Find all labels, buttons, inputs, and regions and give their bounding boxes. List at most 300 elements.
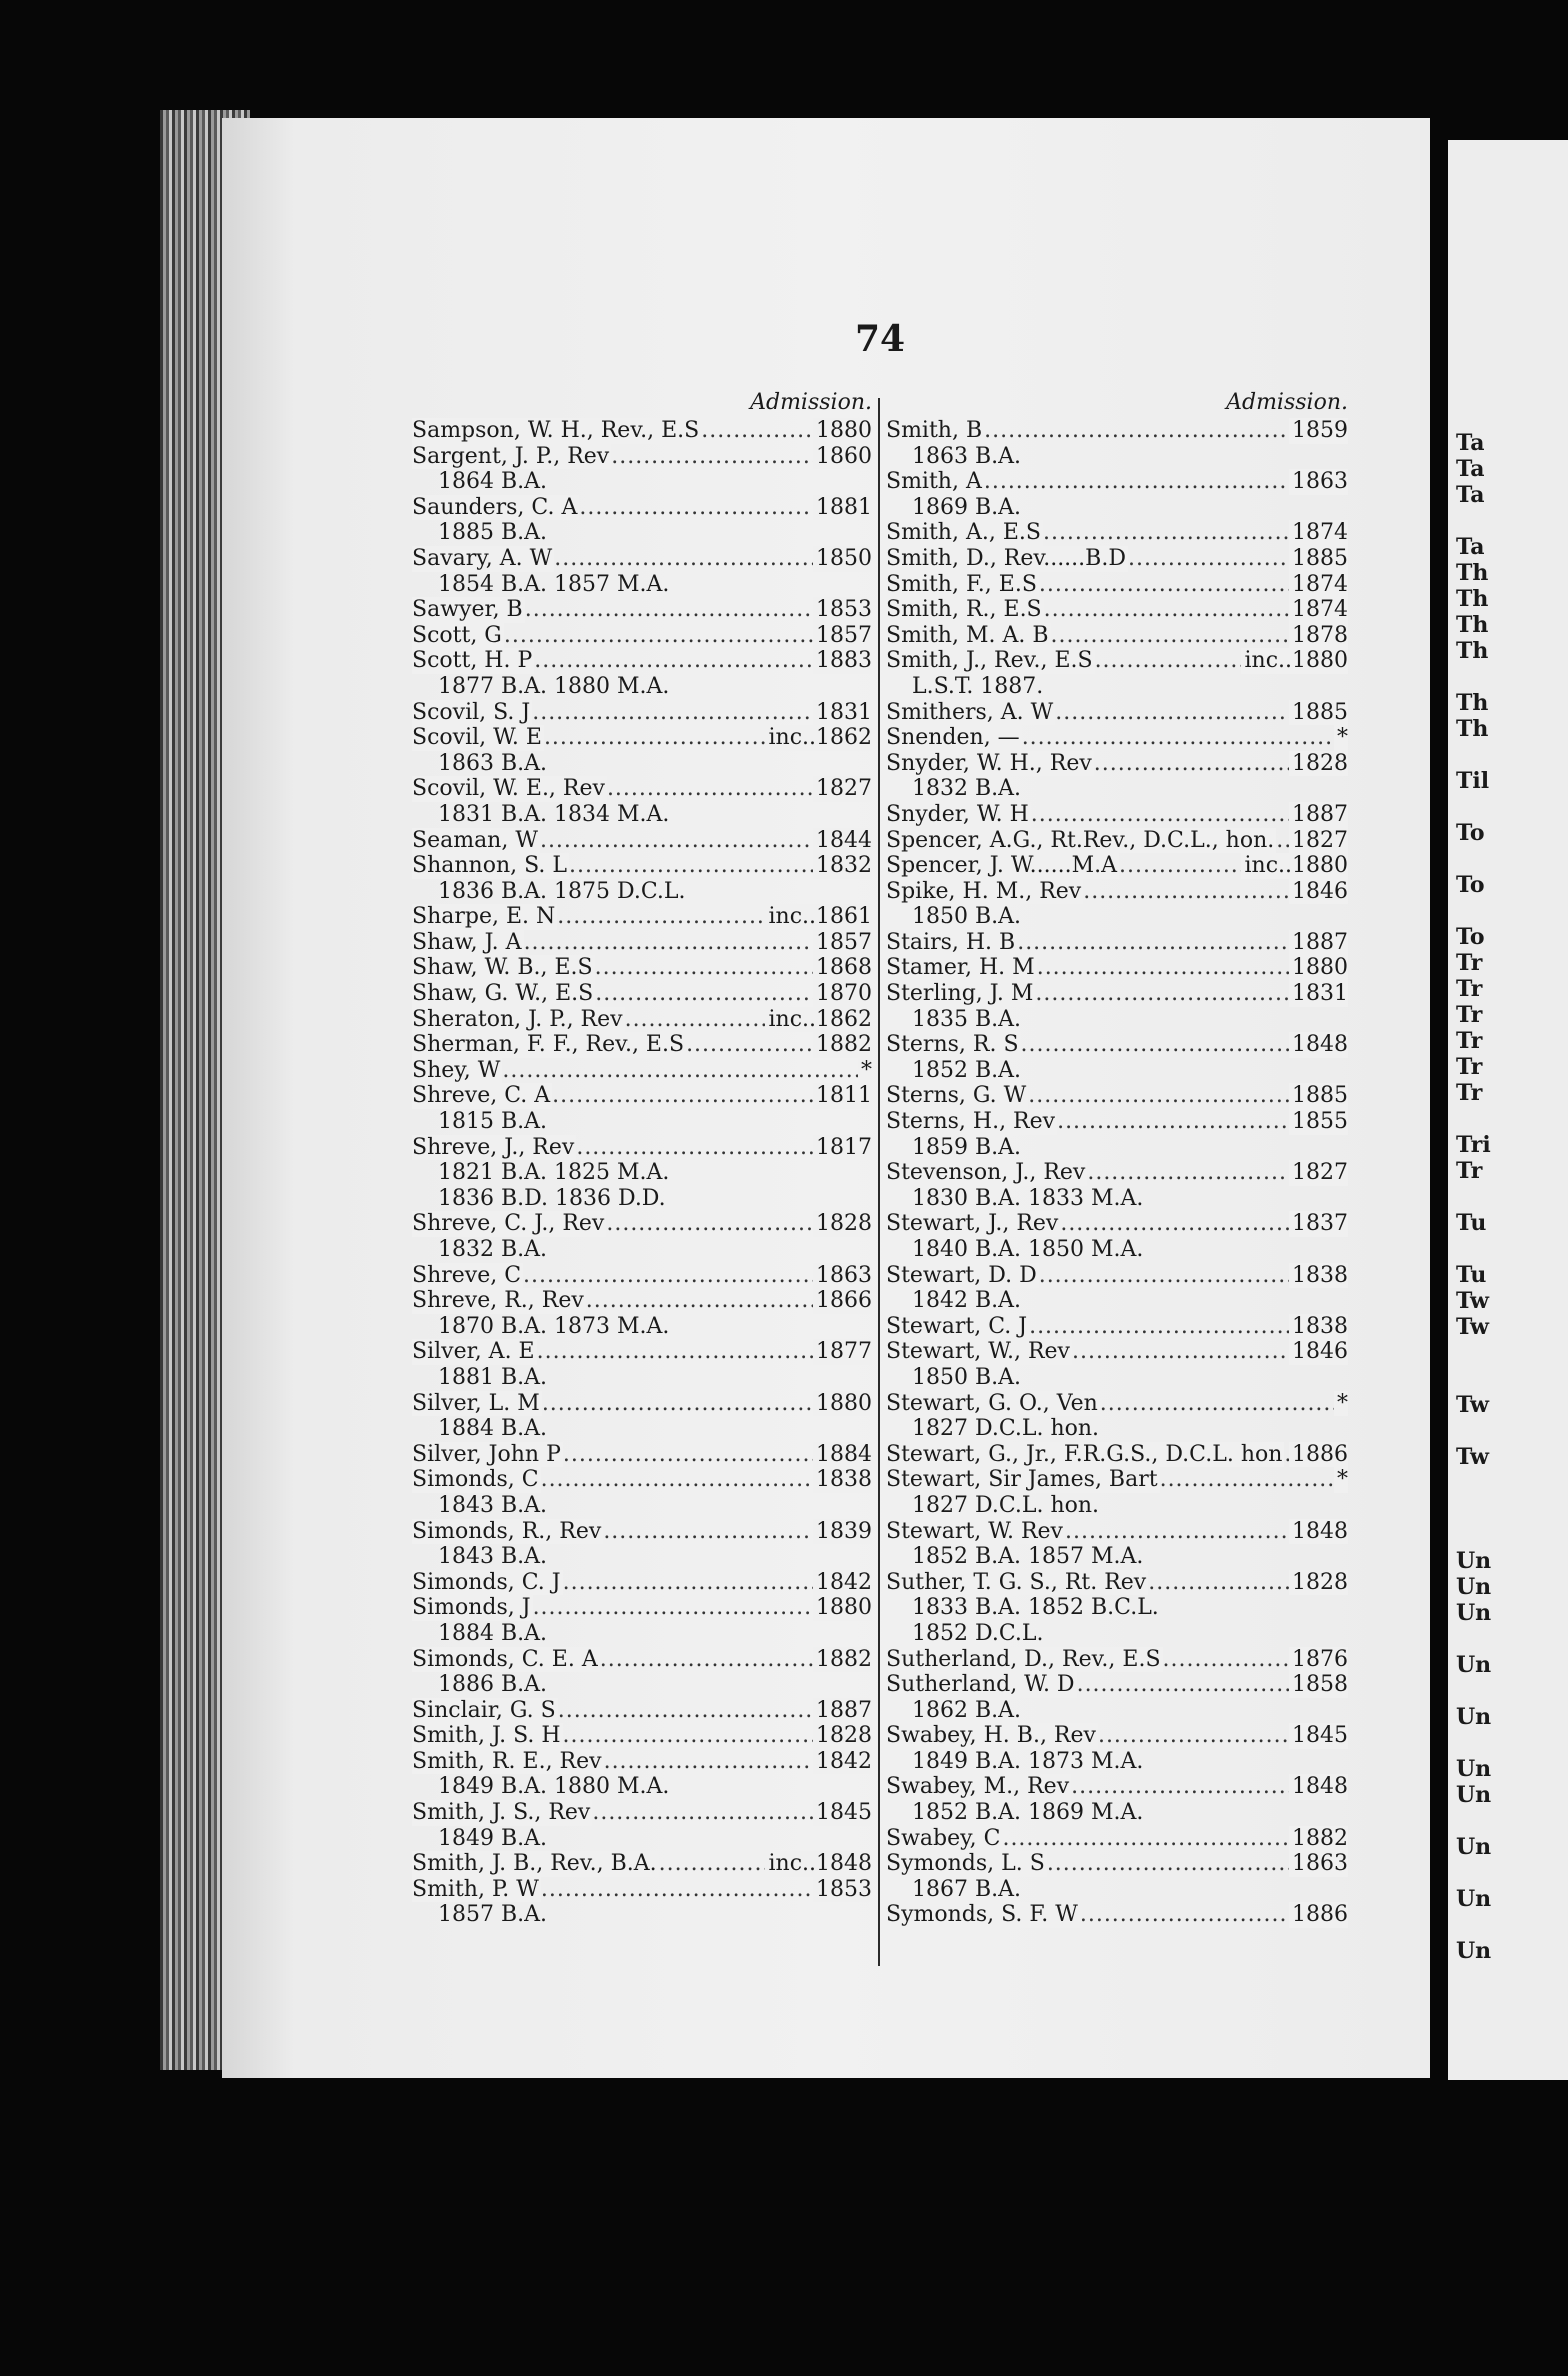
register-entry [886, 1032, 1348, 1058]
entry-degree-line: 1877 B.A. 1880 M.A. [438, 673, 670, 699]
next-page-fragment-text [1448, 1522, 1491, 1548]
dot-leader [533, 1595, 813, 1621]
entry-degree-line: 1835 B.A. [912, 1006, 1022, 1032]
next-page-fragment-text: Un [1456, 1652, 1492, 1678]
register-entry [412, 776, 872, 802]
entry-year: inc..1880 [1241, 853, 1348, 879]
next-page-fragment-text [1448, 742, 1491, 768]
entry-year: 1877 [813, 1339, 872, 1365]
entry-year: 1848 [1289, 1519, 1348, 1545]
entry-name: Snyder, W. H., Rev [886, 750, 1092, 776]
register-entry [886, 700, 1348, 726]
register-entry [412, 1442, 872, 1468]
register-entry [886, 879, 1348, 905]
entry-degree-line: 1852 D.C.L. [912, 1620, 1044, 1646]
entry-degree-line: 1849 B.A. 1880 M.A. [438, 1774, 670, 1800]
entry-degree-line: 1863 B.A. [912, 443, 1022, 469]
entry-year: 1828 [1289, 751, 1348, 777]
entry-year: 1838 [1289, 1263, 1348, 1289]
entry-year: 1857 [813, 623, 872, 649]
entry-year: 1831 [813, 700, 872, 726]
register-entry [886, 1083, 1348, 1109]
entry-name: Scovil, W. E [412, 725, 542, 751]
register-entry [412, 597, 872, 623]
entry-name: Smith, R., E.S [886, 597, 1042, 623]
next-page-fragment-text: Ta [1456, 456, 1485, 482]
entry-name: Simonds, R., Rev [412, 1518, 602, 1544]
entry-year: 1878 [1289, 623, 1348, 649]
dot-leader [563, 1570, 813, 1596]
entry-year: 1827 [813, 776, 872, 802]
entry-name: Shreve, C. J., Rev [412, 1211, 605, 1237]
register-entry [886, 1723, 1348, 1749]
entry-name: Sawyer, B [412, 597, 523, 623]
column-heading: Admission. [1226, 390, 1348, 415]
entry-year: 1827 [1289, 1160, 1348, 1186]
entry-year: 1842 [813, 1749, 872, 1775]
entry-name: Sterling, J. M [886, 981, 1034, 1007]
register-entry [886, 981, 1348, 1007]
register-entry [886, 1160, 1348, 1186]
entry-name: Smith, D., Rev......B.D [886, 545, 1126, 571]
dot-leader [542, 1391, 813, 1417]
register-entry [886, 597, 1348, 623]
dot-leader [1017, 930, 1289, 956]
entry-year: 1874 [1289, 597, 1348, 623]
entry-year: 1828 [813, 1211, 872, 1237]
dot-leader [1051, 623, 1289, 649]
entry-year: 1828 [813, 1723, 872, 1749]
dot-leader [1072, 1339, 1289, 1365]
entry-name: Stewart, C. J [886, 1313, 1028, 1339]
entry-name: Sterns, H., Rev [886, 1109, 1056, 1135]
entry-name: Swabey, M., Rev [886, 1774, 1070, 1800]
next-page-fragment-text [1448, 898, 1491, 924]
entry-year: inc..1862 [765, 725, 872, 751]
register-entry [886, 1851, 1348, 1877]
next-page-fragment-text: Tr [1456, 976, 1483, 1002]
register-entry [412, 1083, 872, 1109]
register-entry [886, 572, 1348, 598]
entry-degree-line: 1815 B.A. [438, 1109, 548, 1135]
next-page-fragment-text: Th [1456, 716, 1489, 742]
next-page-fragment-text: To [1456, 924, 1485, 950]
register-entry [886, 1570, 1348, 1596]
entry-name: Scovil, S. J [412, 699, 531, 725]
entry-degree-line: 1843 B.A. [438, 1544, 548, 1570]
next-page-fragment-text [1448, 1808, 1491, 1834]
entry-name: Smith, B [886, 418, 983, 443]
register-entry [412, 1570, 872, 1596]
dot-leader [1021, 1032, 1289, 1058]
dot-leader [595, 981, 813, 1007]
next-page-fragment-text: Tw [1456, 1444, 1489, 1470]
entry-degree-line: 1852 B.A. 1857 M.A. [912, 1544, 1144, 1570]
next-page-fragment-text: Un [1456, 1834, 1492, 1860]
entry-name: Stewart, W., Rev [886, 1339, 1070, 1365]
next-page-fragment-text: Ta [1456, 430, 1485, 456]
entry-name: Shreve, C [412, 1262, 522, 1288]
dot-leader [1148, 1570, 1289, 1596]
entry-degree-line: 1840 B.A. 1850 M.A. [912, 1237, 1144, 1262]
entry-degree-line: 1852 B.A. [912, 1057, 1022, 1083]
entry-year: 1853 [813, 597, 872, 623]
dot-leader [523, 1263, 813, 1289]
dot-leader [603, 1519, 813, 1545]
entry-year: 1857 [813, 930, 872, 956]
dot-leader [1039, 1263, 1289, 1289]
next-page-fragment-text: Th [1456, 638, 1489, 664]
entry-name: Stewart, J., Rev [886, 1211, 1059, 1237]
dot-leader [1094, 751, 1289, 777]
entry-name: Seaman, W [412, 827, 538, 853]
register-entry [412, 853, 872, 879]
entry-name: Spencer, J. W......M.A [886, 853, 1117, 879]
entry-name: Silver, A. E [412, 1339, 535, 1365]
entry-degree-line: 1843 B.A. [438, 1492, 548, 1518]
entry-name: Sutherland, D., Rev., E.S [886, 1646, 1161, 1672]
next-page-fragment-text: Tr [1456, 950, 1483, 976]
dot-leader [504, 623, 813, 649]
dot-leader [552, 1083, 813, 1109]
dot-leader [1065, 1519, 1289, 1545]
entry-name: Smith, J. S. H [412, 1723, 561, 1749]
register-entry [886, 520, 1348, 546]
entry-degree-line: 1842 B.A. [912, 1288, 1022, 1314]
entry-year: 1885 [1289, 700, 1348, 726]
entry-year: 1855 [1289, 1109, 1348, 1135]
entry-year: 1885 [1289, 546, 1348, 572]
entry-degree-line: 1869 B.A. [912, 494, 1022, 520]
entry-name: Swabey, H. B., Rev [886, 1723, 1096, 1749]
next-page-fragment-text: Th [1456, 690, 1489, 716]
register-entry [886, 853, 1348, 879]
next-page-fragment-text [1448, 794, 1491, 820]
entry-degree-line: 1833 B.A. 1852 B.C.L. [912, 1595, 1159, 1621]
entry-year: 1859 [1289, 418, 1348, 444]
next-page-fragment-text [1448, 846, 1491, 872]
register-entry [886, 1774, 1348, 1800]
next-page-fragment-text [1448, 1626, 1491, 1652]
entry-year: 1880 [1289, 955, 1348, 981]
dot-leader [611, 444, 813, 470]
entry-degree-line: 1830 B.A. 1833 M.A. [912, 1185, 1144, 1211]
next-page-fragment-text: Un [1456, 1600, 1492, 1626]
register-entry [412, 1647, 872, 1673]
entry-name: Stewart, G. O., Ven [886, 1390, 1098, 1416]
register-entry [886, 1826, 1348, 1852]
next-page-fragment-text: To [1456, 872, 1485, 898]
entry-degree-line: 1827 D.C.L. hon. [912, 1416, 1100, 1442]
register-entry [412, 1339, 872, 1365]
register-entry [886, 1391, 1348, 1417]
register-entry [412, 648, 872, 674]
entry-name: Swabey, C [886, 1825, 1001, 1851]
entry-name: Saunders, C. A [412, 494, 578, 520]
dot-leader [541, 1467, 813, 1493]
dot-leader [1077, 1672, 1289, 1698]
dot-leader [1095, 648, 1242, 674]
register-entry [886, 828, 1348, 854]
dot-leader [524, 930, 813, 956]
register-entry [886, 1211, 1348, 1237]
entry-year: 1863 [1289, 469, 1348, 495]
entry-name: Sterns, G. W [886, 1083, 1027, 1109]
dot-leader [557, 904, 765, 930]
dot-leader [569, 853, 813, 879]
entry-year: 1868 [813, 955, 872, 981]
next-page-fragment-text: Tw [1456, 1314, 1489, 1340]
entry-name: Sharpe, E. N [412, 904, 556, 930]
register-entry [886, 469, 1348, 495]
dot-leader [534, 648, 813, 674]
entry-degree-line: 1886 B.A. [438, 1672, 548, 1698]
entry-degree-line: 1864 B.A. [438, 469, 548, 495]
dot-leader [1083, 879, 1289, 905]
next-page-fragment [1448, 140, 1568, 2080]
entry-degree-line: 1885 B.A. [438, 520, 548, 546]
left-column [412, 390, 872, 1928]
entry-degree-line: 1832 B.A. [438, 1237, 548, 1262]
dot-leader [502, 1058, 858, 1084]
next-page-fragment-text: Tri [1456, 1132, 1491, 1158]
entry-year: 1845 [1289, 1723, 1348, 1749]
dot-leader [544, 725, 766, 751]
register-entry [412, 1723, 872, 1749]
dot-leader [595, 955, 813, 981]
next-page-fragment-text: Tu [1456, 1262, 1487, 1288]
entry-degree-line: 1870 B.A. 1873 M.A. [438, 1313, 670, 1339]
entry-year: 1863 [1289, 1851, 1348, 1877]
dot-leader [1100, 1391, 1334, 1417]
register-entry [886, 648, 1348, 674]
dot-leader [1044, 597, 1289, 623]
entry-name: Suther, T. G. S., Rt. Rev [886, 1569, 1147, 1595]
dot-leader [563, 1723, 813, 1749]
next-page-fragment-text [1448, 1860, 1491, 1886]
dot-leader [1276, 828, 1289, 854]
entry-year: 1853 [813, 1877, 872, 1903]
next-page-fragment-text: Tr [1456, 1002, 1483, 1028]
dot-leader [537, 1339, 813, 1365]
register-entry [886, 802, 1348, 828]
entry-name: Shaw, J. A [412, 929, 522, 955]
dot-leader [1087, 1160, 1289, 1186]
entry-year: 1827 [1289, 828, 1348, 854]
next-page-fragment-text: Til [1456, 768, 1490, 794]
register-entry [412, 1749, 872, 1775]
register-entry [886, 1672, 1348, 1698]
next-page-fragment-list [1448, 430, 1491, 1964]
register-entry [886, 1902, 1348, 1928]
next-page-fragment-text: To [1456, 820, 1485, 846]
register-entry [412, 1877, 872, 1903]
dot-leader [1163, 1647, 1289, 1673]
entry-name: Smith, A [886, 469, 982, 495]
entry-name: Stevenson, J., Rev [886, 1160, 1086, 1186]
entry-degree-line: 1852 B.A. 1869 M.A. [912, 1800, 1144, 1826]
entry-name: Shey, W [412, 1057, 501, 1083]
entry-name: Simonds, C. J [412, 1569, 561, 1595]
dot-leader [576, 1135, 813, 1161]
entry-year: * [1334, 725, 1348, 751]
dot-leader [532, 700, 813, 726]
entry-year: 1844 [813, 828, 872, 854]
entry-year: 1846 [1289, 879, 1348, 905]
column-divider [878, 398, 880, 1966]
entry-year: 1828 [1289, 1570, 1348, 1596]
entry-year: 1811 [813, 1083, 872, 1109]
entry-name: Shannon, S. L [412, 853, 567, 879]
next-page-fragment-text [1448, 1912, 1491, 1938]
dot-leader [541, 1877, 813, 1903]
next-page-fragment-text: Tw [1456, 1288, 1489, 1314]
next-page-fragment-text: Ta [1456, 534, 1485, 560]
entry-degree-line: 1832 B.A. [912, 776, 1022, 802]
register-entry [412, 1058, 872, 1084]
entry-name: Silver, John P [412, 1441, 561, 1467]
next-page-fragment-text: Tw [1456, 1392, 1489, 1418]
entry-year: 1874 [1289, 572, 1348, 598]
entry-name: Stairs, H. B [886, 929, 1016, 955]
register-entry [412, 1800, 872, 1826]
entry-degree-line: 1881 B.A. [438, 1364, 548, 1390]
register-entry [412, 546, 872, 572]
dot-leader [1043, 520, 1289, 546]
dot-leader [1002, 1826, 1289, 1852]
next-page-fragment-text [1448, 1236, 1491, 1262]
register-entry [886, 418, 1348, 444]
entry-degree-line: 1827 D.C.L. hon. [912, 1492, 1100, 1518]
entry-name: Snenden, — [886, 725, 1020, 751]
entry-year: 1880 [813, 1595, 872, 1621]
next-page-fragment-text: Un [1456, 1886, 1492, 1912]
register-entry [886, 1263, 1348, 1289]
entry-name: Shreve, J., Rev [412, 1134, 575, 1160]
register-entry [412, 1698, 872, 1724]
entry-name: Smith, J. S., Rev [412, 1800, 591, 1826]
entry-year: 1876 [1289, 1647, 1348, 1673]
entry-name: Sheraton, J. P., Rev [412, 1006, 623, 1032]
register-entry [412, 1288, 872, 1314]
register-entry [412, 1595, 872, 1621]
entry-name: Shreve, R., Rev [412, 1288, 584, 1314]
register-entry [412, 444, 872, 470]
register-entry [886, 1442, 1348, 1468]
entry-name: Shreve, C. A [412, 1083, 551, 1109]
entry-list [412, 418, 872, 1928]
dot-leader [606, 1211, 813, 1237]
page-number: 74 [854, 318, 906, 360]
register-entry [412, 1007, 872, 1033]
dot-leader [701, 418, 813, 444]
entry-year: 1880 [813, 418, 872, 444]
entry-name: Smith, J., Rev., E.S [886, 648, 1093, 674]
next-page-fragment-text: Th [1456, 612, 1489, 638]
entry-name: Symonds, L. S [886, 1851, 1045, 1877]
next-page-fragment-text: Un [1456, 1938, 1492, 1964]
entry-name: Sinclair, G. S [412, 1697, 556, 1723]
dot-leader [686, 1032, 813, 1058]
entry-name: Spencer, A.G., Rt.Rev., D.C.L., hon. [886, 827, 1275, 853]
entry-name: Smith, F., E.S [886, 571, 1037, 597]
entry-name: Stamer, H. M [886, 955, 1035, 981]
entry-year: 1883 [813, 648, 872, 674]
entry-year: 1866 [813, 1288, 872, 1314]
entry-degree-line: 1850 B.A. [912, 904, 1022, 930]
entry-name: Smithers, A. W [886, 699, 1054, 725]
entry-year: 1886 [1289, 1902, 1348, 1928]
entry-degree-line: 1862 B.A. [912, 1697, 1022, 1723]
entry-name: Smith, P. W [412, 1876, 539, 1902]
entry-year: * [858, 1058, 872, 1084]
dot-leader [1160, 1467, 1334, 1493]
entry-year: 1817 [813, 1135, 872, 1161]
register-entry [886, 955, 1348, 981]
next-page-fragment-text: Th [1456, 586, 1489, 612]
entry-year: 1863 [813, 1263, 872, 1289]
entry-year: 1832 [813, 853, 872, 879]
next-page-fragment-text [1448, 508, 1491, 534]
dot-leader [554, 546, 813, 572]
right-column [886, 390, 1348, 1928]
next-page-fragment-text: Ta [1456, 482, 1485, 508]
register-entry [412, 725, 872, 751]
register-entry [886, 546, 1348, 572]
entry-name: Snyder, W. H [886, 801, 1029, 827]
entry-name: Scott, H. P [412, 648, 533, 674]
entry-year: inc..1848 [765, 1851, 872, 1877]
next-page-fragment-text [1448, 1418, 1491, 1444]
entry-degree-line: 1836 B.D. 1836 D.D. [438, 1185, 666, 1211]
register-entry [412, 955, 872, 981]
entry-year: 1885 [1289, 1083, 1348, 1109]
entry-degree-line: 1857 B.A. [438, 1902, 548, 1928]
register-entry [412, 418, 872, 444]
entry-name: Stewart, D. D [886, 1262, 1037, 1288]
next-page-fragment-text: Tr [1456, 1054, 1483, 1080]
register-entry [412, 904, 872, 930]
next-page-fragment-text: Tr [1456, 1158, 1483, 1184]
entry-name: Scovil, W. E., Rev [412, 776, 605, 802]
dot-leader [1035, 981, 1289, 1007]
dot-leader [1057, 1109, 1289, 1135]
register-entry [412, 1391, 872, 1417]
entry-degree-line: 1859 B.A. [912, 1134, 1022, 1160]
entry-year: 1882 [813, 1032, 872, 1058]
entry-name: Symonds, S. F. W [886, 1902, 1078, 1928]
register-entry [412, 1467, 872, 1493]
register-entry [886, 930, 1348, 956]
next-page-fragment-text: Tr [1456, 1080, 1483, 1106]
dot-leader [659, 1851, 766, 1877]
dot-leader [1060, 1211, 1289, 1237]
entry-name: Sherman, F. F., Rev., E.S [412, 1032, 685, 1058]
entry-year: 1860 [813, 444, 872, 470]
register-entry [412, 1135, 872, 1161]
dot-leader [1047, 1851, 1289, 1877]
register-entry [412, 930, 872, 956]
next-page-fragment-text [1448, 1366, 1491, 1392]
dot-leader [1071, 1774, 1289, 1800]
entry-name: Simonds, C [412, 1467, 539, 1493]
entry-year: 1858 [1289, 1672, 1348, 1698]
dot-leader [984, 418, 1289, 444]
next-page-fragment-text [1448, 664, 1491, 690]
next-page-fragment-text [1448, 1184, 1491, 1210]
entry-year: 1884 [813, 1442, 872, 1468]
entry-name: Silver, L. M [412, 1390, 540, 1416]
